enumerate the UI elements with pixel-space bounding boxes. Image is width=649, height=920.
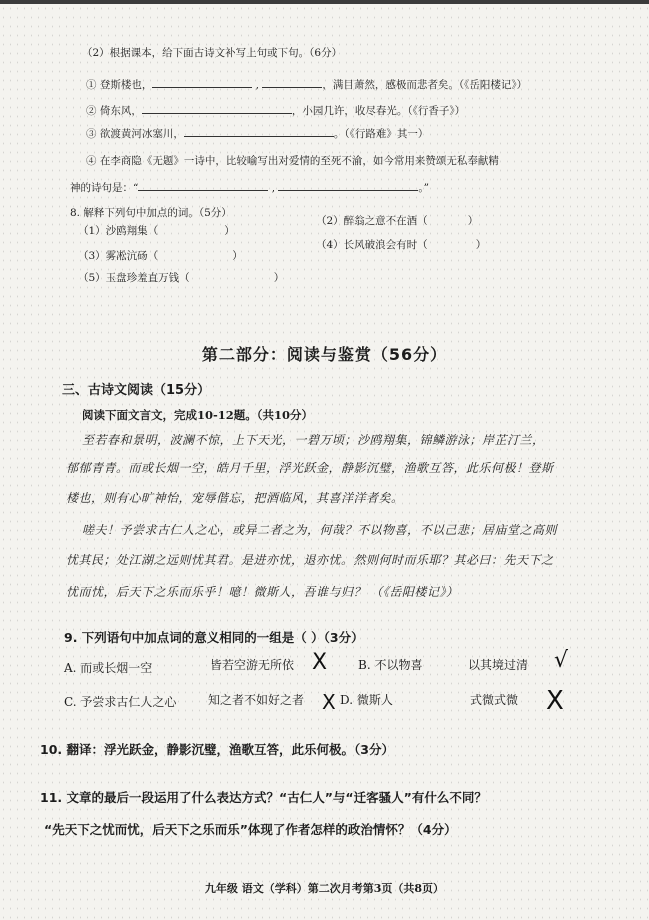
q9-option-a1: A. 而或长烟一空 <box>64 661 153 675</box>
q9-option-d2: 式微式微 <box>470 693 519 707</box>
q9-option-d1: D. 微斯人 <box>340 693 393 707</box>
q8-item1-close: ） <box>224 225 235 237</box>
q9-mark-a: X <box>312 650 328 675</box>
part2-title: 第二部分：阅读与鉴赏（56分） <box>201 345 448 364</box>
q7-item1-prefix: ① 登斯楼也， <box>86 79 153 91</box>
section3-instruction: 阅读下面文言文，完成10-12题。（共10分） <box>82 408 314 422</box>
q8-item3 <box>78 249 243 263</box>
q7-blank2[interactable] <box>142 103 292 114</box>
q7-item1-suffix: ，满目萧然，感极而悲者矣。（《岳阳楼记》） <box>322 79 528 91</box>
q7-item2 <box>86 103 465 118</box>
q7-item2-suffix: ，小园几许，收尽春光。（《行香子》） <box>291 105 466 117</box>
q7-item1: ① 登斯楼也， , ，满目萧然，感极而悲者矣。（《岳阳楼记》） <box>86 79 528 91</box>
q11-line-2: “先天下之忧而忧，后天下之乐而乐”体现了作者怎样的政治情怀？（4分） <box>44 822 457 837</box>
passage-line-6: 忧而忧，后天下之乐而乐乎！噫！微斯人，吾谁与归？ （《岳阳楼记》） <box>66 585 459 599</box>
q11-line-1: 11. 文章的最后一段运用了什么表达方式？“古仁人”与“迁客骚人”有什么不同？ <box>40 790 487 805</box>
q9-mark-b: √ <box>554 648 569 673</box>
q8-item1 <box>78 224 235 238</box>
section3-heading: 三、古诗文阅读（15分） <box>62 383 211 398</box>
q8-item5-text: （5）玉盘珍羞直万钱（ <box>78 272 190 284</box>
q7-intro: （2）根据课本，给下面古诗文补写上句或下句。（6分） <box>82 47 343 59</box>
q7-blank3[interactable] <box>184 126 334 137</box>
q7-item2-prefix: ② 倚东风， <box>86 105 142 117</box>
passage-line-1: 至若春和景明，波澜不惊，上下天光，一碧万顷；沙鸥翔集，锦鳞游泳；岸芷汀兰， <box>82 433 545 447</box>
q7-item3 <box>86 126 428 141</box>
q8-item4-close: ） <box>475 239 487 251</box>
q8-item2-close: ） <box>467 215 479 227</box>
passage-line-5: 忧其民；处江湖之远则忧其君。是进亦忧，退亦忧。然则何时而乐耶？其必曰：先天下之 <box>66 553 554 567</box>
q7-blank4a[interactable] <box>138 180 268 191</box>
q7-blank1a[interactable] <box>152 77 252 88</box>
q7-item4-lead: 神的诗句是：“ <box>70 182 139 194</box>
q7-item3-prefix: ③ 欲渡黄河冰塞川， <box>86 128 184 140</box>
q9-stem: 9. 下列语句中加点词的意义相同的一组是（ ）（3分） <box>64 630 364 645</box>
q10-text: 10. 翻译：浮光跃金，静影沉璧，渔歌互答，此乐何极。（3分） <box>40 742 394 757</box>
q7-item4: ④ 在李商隐《无题》一诗中，比较喻写出对爱情的至死不渝，如今常用来赞颂无私奉献精 <box>86 155 499 167</box>
q8-item3-close: ） <box>232 250 243 262</box>
q8-item2-text: （2）醉翁之意不在酒（ <box>316 215 428 227</box>
q8-item3-text: （3）雾凇沆砀（ <box>78 250 159 262</box>
q9-mark-d: X <box>546 686 564 716</box>
q8-item2 <box>316 214 478 228</box>
passage-line-2: 郁郁青青。而或长烟一空，皓月千里，浮光跃金，静影沉璧，渔歌互答，此乐何极！登斯 <box>66 461 554 475</box>
q8-intro: 8. 解释下列句中加点的词。（5分） <box>70 207 232 219</box>
passage-line-3: 楼也，则有心旷神怡，宠辱偕忘，把酒临风，其喜洋洋者矣。 <box>66 491 404 505</box>
q9-option-c1: C. 予尝求古仁人之心 <box>64 695 177 709</box>
q7-blank4b[interactable] <box>278 180 418 191</box>
q8-item1-text: （1）沙鸥翔集（ <box>78 225 159 237</box>
q7-item3-suffix: 。（《行路难》其一） <box>333 128 429 140</box>
q8-item5-close: ） <box>273 272 285 284</box>
q8-item4-text: （4）长风破浪会有时（ <box>316 239 428 251</box>
q7-item4-cont: 神的诗句是：“ , 。” <box>70 182 430 194</box>
q9-option-c2: 知之者不如好之者 <box>208 693 305 707</box>
passage-line-4: 嗟夫！予尝求古仁人之心，或异二者之为，何哉？不以物喜，不以己悲；居庙堂之高则 <box>82 523 558 537</box>
q8-item5 <box>78 271 284 285</box>
q9-option-b2: 以其境过清 <box>468 658 529 672</box>
q7-blank1b[interactable] <box>262 77 322 88</box>
q9-mark-c: X <box>322 690 336 714</box>
q7-item4-tail: 。” <box>418 182 430 194</box>
q9-option-b1: B. 不以物喜 <box>358 658 423 672</box>
page-footer: 九年级 语文（学科）第二次月考第3页（共8页） <box>204 882 445 895</box>
q9-option-a2: 皆若空游无所依 <box>210 658 295 672</box>
q8-item4 <box>316 238 486 252</box>
